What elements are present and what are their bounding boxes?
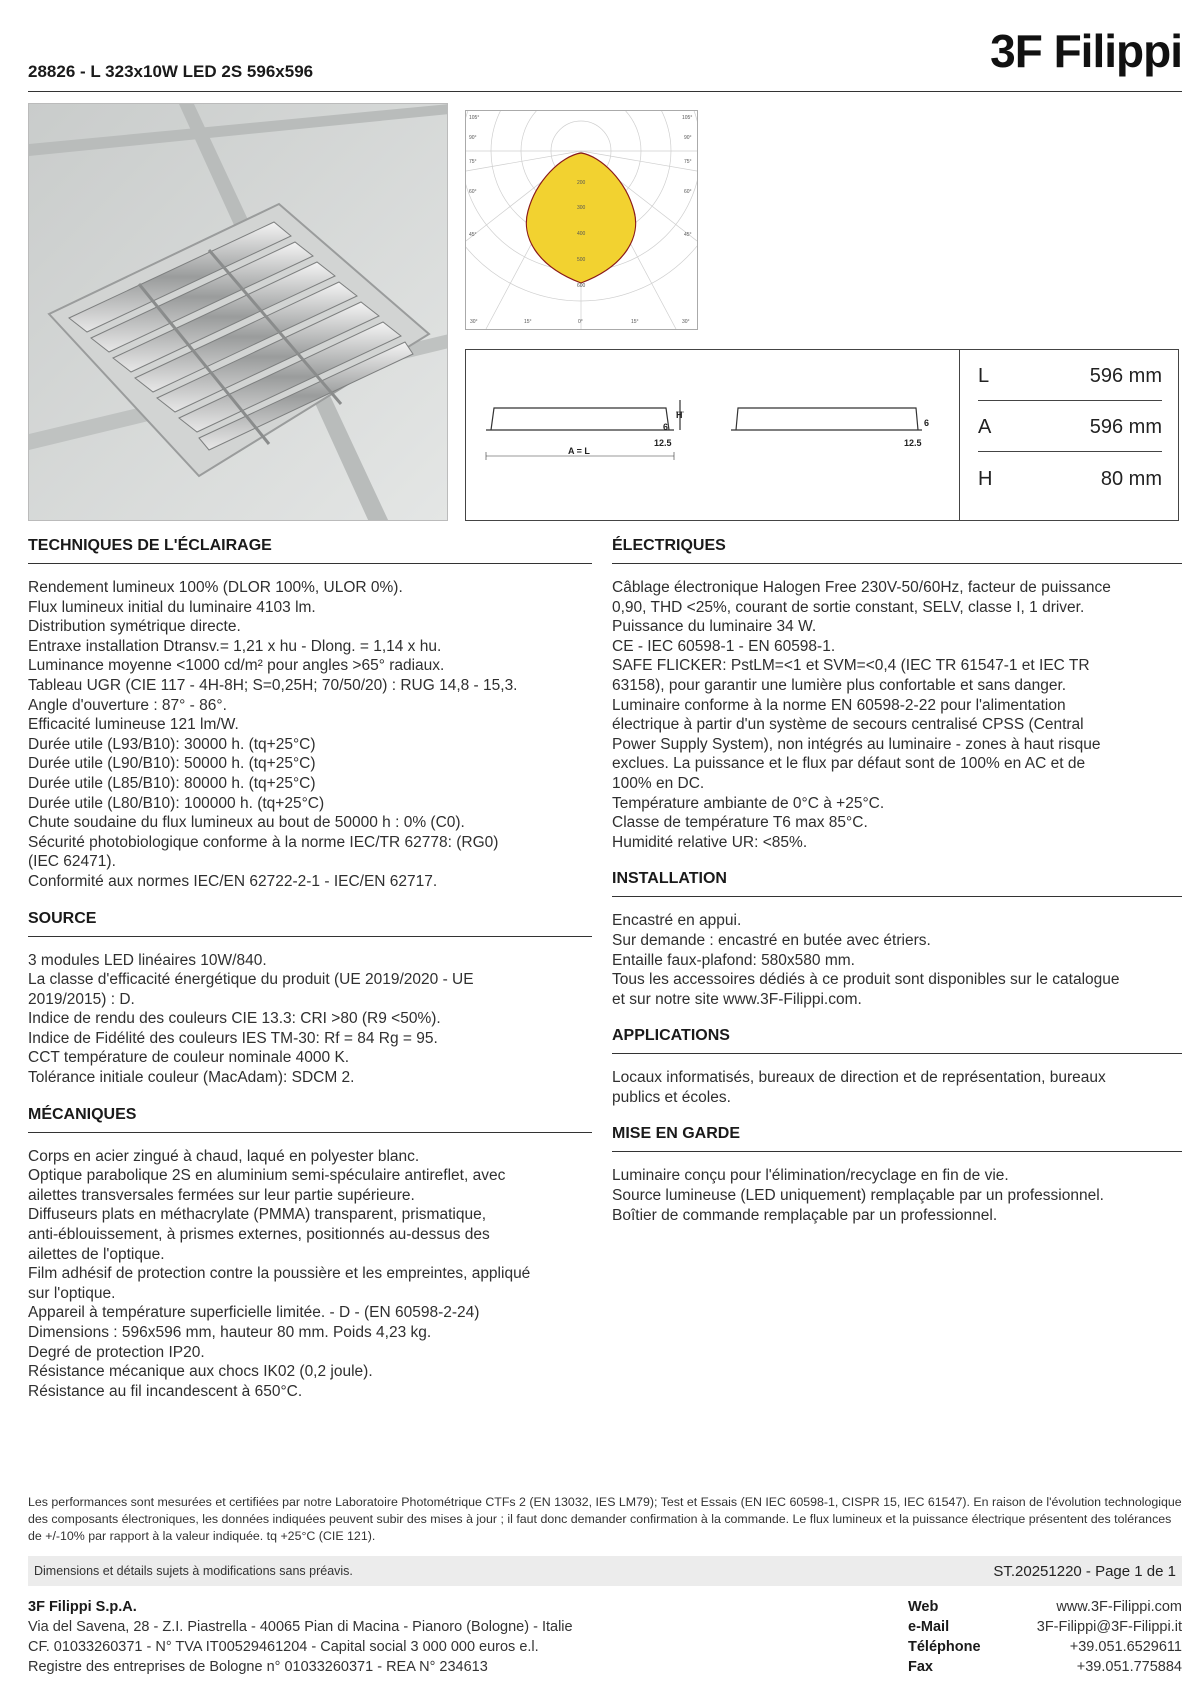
spec-line: Locaux informatisés, bureaux de direction et de représentation, bureaux [612, 1069, 1106, 1087]
contact-label: Web [908, 1599, 939, 1615]
spec-line: Boîtier de commande remplaçable par un professionnel. [612, 1206, 998, 1224]
spec-line: Résistance mécanique aux chocs IK02 (0,2 joule). [28, 1363, 373, 1381]
spec-line: Durée utile (L85/B10): 80000 h. (tq+25°C) [28, 774, 316, 792]
contact-info [908, 1597, 1182, 1677]
spec-line: ailettes de l'optique. [28, 1245, 165, 1263]
radial-label-300: 300 [577, 205, 586, 211]
angle-label-right-75: 75° [684, 159, 692, 165]
spec-line: Sur demande : encastré en butée avec étriers. [612, 931, 931, 949]
angle-label-bottom-15-left: 15° [524, 319, 532, 325]
angle-label-left-60: 60° [469, 189, 477, 195]
spec-line: CE - IEC 60598-1 - EN 60598-1. [612, 637, 836, 655]
spec-line: exclues. La puissance et le flux par défaut sont de 100% en AC et de [612, 755, 1086, 773]
contact-label: Fax [908, 1659, 933, 1675]
contact-email-link[interactable]: 3F-Filippi@3F-Filippi.it [1036, 1619, 1182, 1635]
section-body [612, 911, 1182, 1009]
spec-line: Distribution symétrique directe. [28, 618, 241, 636]
angle-label-left-105: 105° [469, 115, 480, 121]
spec-section [612, 537, 1182, 852]
section-heading: TECHNIQUES DE L'ÉCLAIRAGE [28, 537, 592, 564]
radial-label-600: 600 [577, 283, 586, 289]
technical-drawing-svg [466, 350, 960, 520]
spec-line: SAFE FLICKER: PstLM=<1 et SVM=<0,4 (IEC TR 61547-1 et IEC TR [612, 657, 1090, 675]
spec-line: publics et écoles. [612, 1088, 731, 1106]
spec-line: ailettes transversales fermées sur leur partie supérieure. [28, 1186, 415, 1204]
spec-line: Corps en acier zingué à chaud, laqué en polyester blanc. [28, 1147, 420, 1165]
section-body [28, 951, 592, 1088]
spec-line: sur l'optique. [28, 1284, 116, 1302]
spec-line: Entaille faux-plafond: 580x580 mm. [612, 951, 855, 969]
section-heading: INSTALLATION [612, 870, 1182, 897]
technical-drawing [466, 350, 960, 520]
angle-label-right-60: 60° [684, 189, 692, 195]
spec-line: Chute soudaine du flux lumineux au bout de 50000 h : 0% (C0). [28, 814, 465, 832]
dim-12-5-left-label: 12.5 [654, 438, 672, 448]
performance-disclaimer: Les performances sont mesurées et certifiées par notre Laboratoire Photométrique CTFs 2 (EN 13032, IES LM79); Test et Essais (EN IEC 60598-1, CISPR 15, IEC 61547). En raison de l'évolution technologique des composants électroniques, les données indiquées peuvent subir des mises à jour ; il faut donc demander confirmation à la commande. Le flux lumineux et la puissance électrique présentent des tolérances de +/-10% par rapport à la valeur indiquée. tq +25°C (CIE 121). [28, 1495, 1182, 1543]
contact-row-fax [908, 1657, 1182, 1677]
spec-line: Encastré en appui. [612, 912, 742, 930]
spec-line: Luminaire conçu pour l'élimination/recyclage en fin de vie. [612, 1167, 1009, 1185]
spec-line: Source lumineuse (LED uniquement) remplaçable par un professionnel. [612, 1187, 1104, 1205]
dim-6-right-label: 6 [924, 418, 930, 428]
spec-line: Sécurité photobiologique conforme à la norme IEC/TR 62778: (RG0) [28, 833, 499, 851]
radial-label-500: 500 [577, 257, 586, 263]
radial-label-400: 400 [577, 231, 586, 237]
spec-line: CCT température de couleur nominale 4000 K. [28, 1049, 350, 1067]
spec-line: Tolérance initiale couleur (MacAdam): SDCM 2. [28, 1069, 355, 1087]
spec-line: Indice de Fidélité des couleurs IES TM-30: Rf = 84 Rg = 95. [28, 1029, 438, 1047]
spec-line: 100% en DC. [612, 774, 705, 792]
spec-line: Power Supply System), non intégrés au luminaire - zones à haut risque [612, 735, 1101, 753]
spec-line: anti-éblouissement, à prismes externes, positionnés au-dessus des [28, 1226, 490, 1244]
angle-label-bottom-0: 0° [578, 319, 583, 325]
spec-line: Durée utile (L93/B10): 30000 h. (tq+25°C) [28, 735, 316, 753]
angle-label-right-105: 105° [682, 115, 693, 121]
spec-line: Classe de température T6 max 85°C. [612, 814, 868, 832]
luminaire-photo-illustration [29, 104, 448, 521]
dim-6-left-label: 6 [663, 422, 669, 432]
spec-line: Appareil à température superficielle limitée. - D - (EN 60598-2-24) [28, 1304, 480, 1322]
radial-label-200: 200 [577, 180, 586, 186]
spec-line: Angle d'ouverture : 87° - 86°. [28, 696, 227, 714]
dim-h-label: H [676, 410, 683, 420]
dimension-value: 596 mm [1089, 365, 1162, 387]
spec-section [612, 1125, 1182, 1225]
contact-label: Téléphone [908, 1639, 981, 1655]
contact-row-web [908, 1597, 1182, 1617]
spec-line: Conformité aux normes IEC/EN 62722-2-1 - IEC/EN 62717. [28, 872, 438, 890]
spec-line: Luminaire conforme à la norme EN 60598-2-22 pour l'alimentation [612, 696, 1066, 714]
section-body [612, 1068, 1182, 1107]
spec-line: Dimensions : 596x596 mm, hauteur 80 mm. Poids 4,23 kg. [28, 1324, 432, 1341]
spec-line: Indice de rendu des couleurs CIE 13.3: CRI >80 (R9 <50%). [28, 1010, 441, 1028]
spec-line: Durée utile (L90/B10): 50000 h. (tq+25°C) [28, 755, 316, 773]
section-body [612, 578, 1182, 852]
photometric-polar-diagram [465, 110, 698, 330]
dimensions-table [960, 350, 1180, 520]
page-header [28, 24, 1182, 92]
left-column [28, 537, 592, 1419]
section-body [28, 1147, 592, 1402]
section-heading: ÉLECTRIQUES [612, 537, 1182, 564]
spec-line: Température ambiante de 0°C à +25°C. [612, 794, 885, 812]
footer-bar [28, 1556, 1182, 1586]
section-heading: APPLICATIONS [612, 1027, 1182, 1054]
section-heading: MISE EN GARDE [612, 1125, 1182, 1152]
company-registry: Registre des entreprises de Bologne n° 01033260371 - REA N° 234613 [28, 1659, 488, 1675]
product-photo [28, 103, 448, 521]
spec-line: Résistance au fil incandescent à 650°C. [28, 1382, 303, 1400]
spec-section [28, 537, 592, 892]
section-heading: SOURCE [28, 910, 592, 937]
footer-note: Dimensions et détails sujets à modifications sans préavis. [34, 1564, 353, 1578]
spec-line: Degré de protection IP20. [28, 1343, 205, 1361]
spec-section [28, 1106, 592, 1402]
spec-line: Durée utile (L80/B10): 100000 h. (tq+25°C) [28, 794, 325, 812]
contact-label: e-Mail [908, 1619, 950, 1635]
contact-phone-value: +39.051.6529611 [1069, 1639, 1182, 1655]
spec-section [28, 910, 592, 1088]
spec-line: Câblage électronique Halogen Free 230V-50/60Hz, facteur de puissance [612, 579, 1111, 596]
polar-diagram-svg [466, 111, 697, 329]
spec-line: Entraxe installation Dtransv.= 1,21 x hu - Dlong. = 1,14 x hu. [28, 637, 442, 655]
spec-line: Luminance moyenne <1000 cd/m² pour angles >65° radiaux. [28, 657, 445, 675]
contact-web-link[interactable]: www.3F-Filippi.com [1056, 1599, 1182, 1615]
angle-label-bottom-30-left: 30° [470, 319, 478, 325]
spec-line: Rendement lumineux 100% (DLOR 100%, ULOR 0%). [28, 579, 403, 596]
spec-line: La classe d'efficacité énergétique du produit (UE 2019/2020 - UE [28, 971, 474, 989]
company-name: 3F Filippi S.p.A. [28, 1599, 137, 1615]
angle-label-right-90: 90° [684, 135, 692, 141]
dimension-label: A [978, 416, 992, 438]
dimension-row-a [978, 404, 1162, 452]
dimension-value: 596 mm [1089, 416, 1162, 438]
spec-line: Tableau UGR (CIE 117 - 4H-8H; S=0,25H; 70/50/20) : RUG 14,8 - 15,3. [28, 676, 518, 694]
dimension-label: L [978, 365, 990, 387]
angle-label-bottom-30-right: 30° [682, 319, 690, 325]
contact-row-phone [908, 1637, 1182, 1657]
dimension-value: 80 mm [1100, 467, 1162, 490]
spec-section [612, 1027, 1182, 1107]
spec-line: Efficacité lumineuse 121 lm/W. [28, 716, 239, 734]
company-address: Via del Savena, 28 - Z.I. Piastrella - 40065 Pian di Macina - Pianoro (Bologne) - Italie [28, 1619, 573, 1635]
angle-label-left-45: 45° [469, 232, 477, 238]
spec-line: Humidité relative UR: <85%. [612, 833, 808, 851]
section-heading: MÉCANIQUES [28, 1106, 592, 1133]
dimension-row-h [978, 455, 1162, 503]
product-title: 28826 - L 323x10W LED 2S 596x596 [28, 62, 314, 81]
spec-line: (IEC 62471). [28, 853, 116, 871]
section-body [28, 578, 592, 892]
angle-label-right-45: 45° [684, 232, 692, 238]
dimensions-box [465, 349, 1179, 521]
section-body [612, 1166, 1182, 1225]
spec-line: Film adhésif de protection contre la poussière et les empreintes, appliqué [28, 1265, 531, 1283]
angle-label-bottom-15-right: 15° [631, 319, 639, 325]
spec-line: 3 modules LED linéaires 10W/840. [28, 951, 267, 969]
dimension-label: H [978, 467, 993, 490]
spec-line: électrique à partir d'un système de secours centralisé CPSS (Central [612, 716, 1084, 734]
dim-12-5-right-label: 12.5 [904, 438, 922, 448]
spec-line: Flux lumineux initial du luminaire 4103 lm. [28, 598, 316, 616]
company-info [28, 1597, 728, 1677]
spec-line: 2019/2015) : D. [28, 990, 135, 1008]
company-tax: CF. 01033260371 - N° TVA IT00529461204 - Capital social 3 000 000 euros e.l. [28, 1639, 539, 1655]
dimension-row-l [978, 353, 1162, 401]
angle-label-left-75: 75° [469, 159, 477, 165]
spec-line: Optique parabolique 2S en aluminium semi-spéculaire antireflet, avec [28, 1167, 506, 1185]
right-column [612, 537, 1182, 1243]
spec-line: 63158), pour garantir une lumière plus confortable et sans danger. [612, 676, 1067, 694]
dim-a-l-label: A = L [568, 446, 590, 456]
spec-line: et sur notre site www.3F-Filippi.com. [612, 990, 862, 1008]
spec-line: Tous les accessoires dédiés à ce produit sont disponibles sur le catalogue [612, 971, 1120, 989]
angle-label-left-90: 90° [469, 135, 477, 141]
spec-line: 0,90, THD <25%, courant de sortie constant, SELV, classe I, 1 driver. [612, 598, 1085, 616]
page-number: ST.20251220 - Page 1 de 1 [993, 1562, 1176, 1580]
light-distribution-curve [526, 153, 635, 283]
contact-row-email [908, 1617, 1182, 1637]
spec-section [612, 870, 1182, 1009]
company-logo: 3F Filippi [990, 25, 1182, 77]
spec-line: Diffuseurs plats en méthacrylate (PMMA) transparent, prismatique, [28, 1206, 487, 1224]
spec-line: Puissance du luminaire 34 W. [612, 618, 817, 636]
contact-fax-value: +39.051.775884 [1076, 1659, 1182, 1675]
